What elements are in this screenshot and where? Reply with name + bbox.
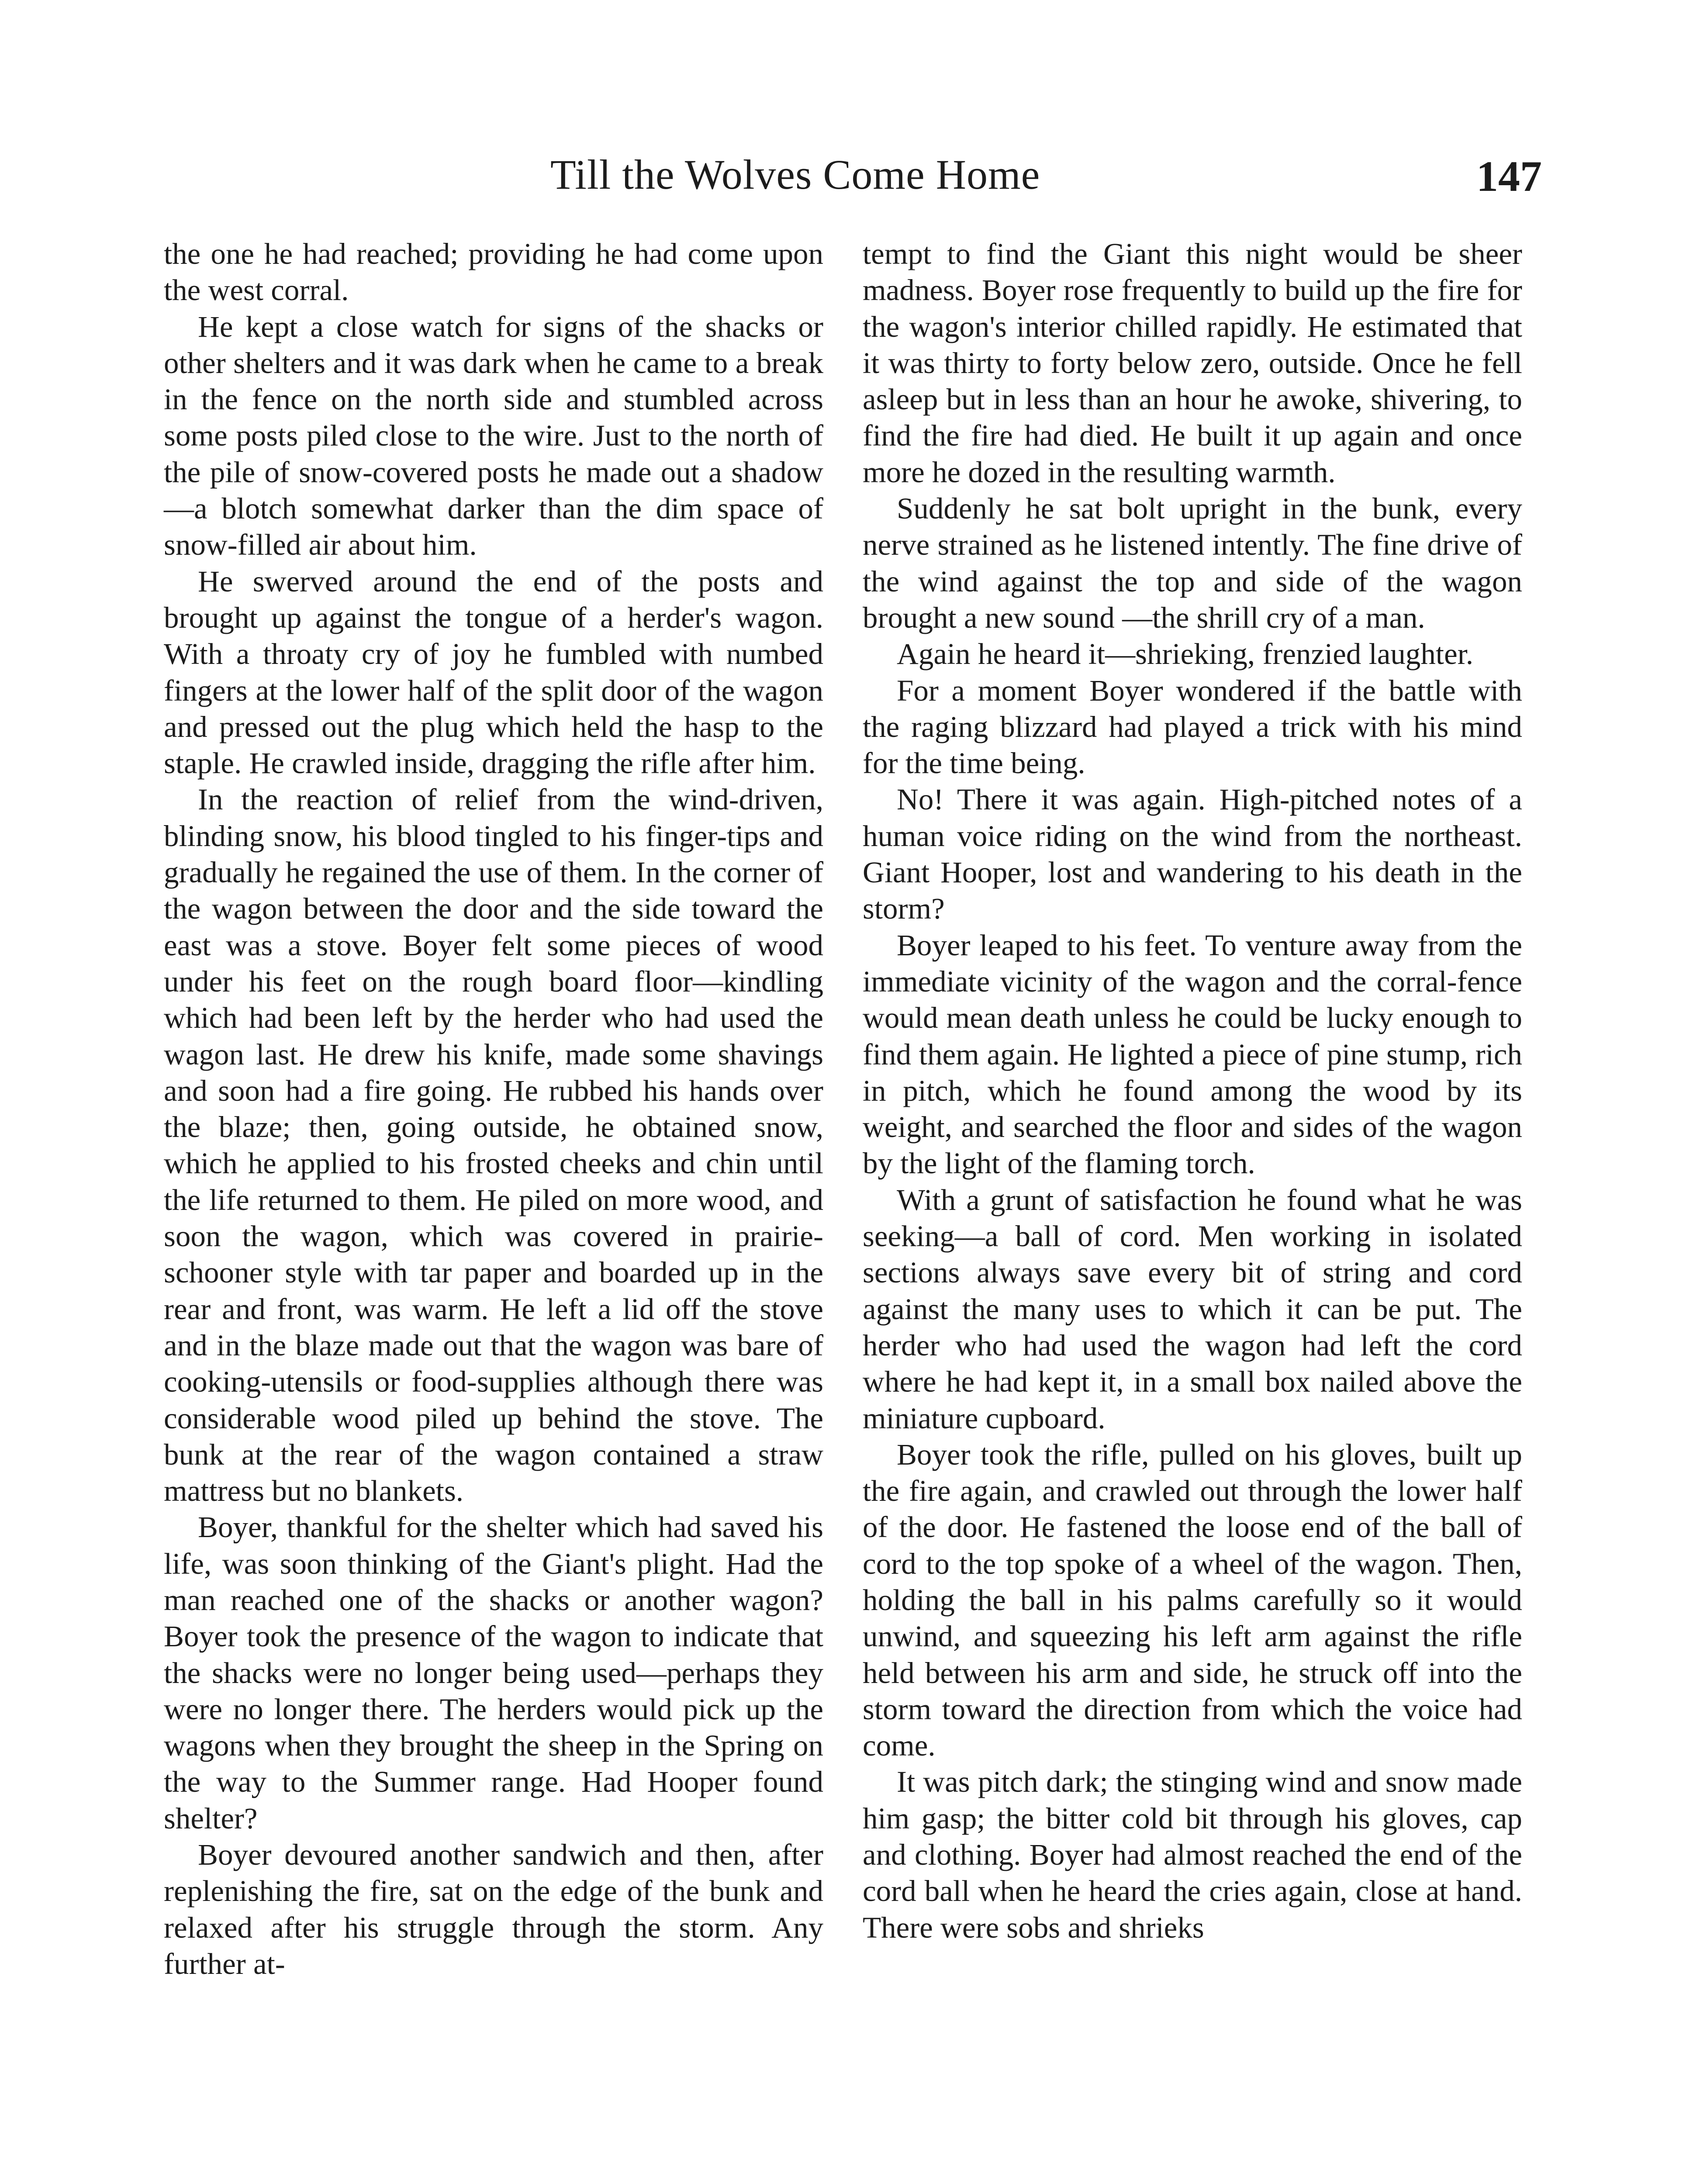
paragraph: the one he had reached; providing he had come upon the west corral.: [164, 237, 823, 307]
page-number: 147: [1476, 152, 1542, 200]
paragraph: Boyer, thankful for the shelter which had saved his life, was soon thinking of the Giant's plight. Had the man reached one of the shacks or another wagon? Boyer took the presence of the wagon to indicate that the shacks were no longer being used—perhaps they were no longer there. The herders would pick up the wagons when they brought the sheep in the Spring on the way to the Summer range. Had Hooper found shelter?: [164, 1510, 823, 1835]
paragraph: It was pitch dark; the stinging wind and snow made him gasp; the bitter cold bit through his gloves, cap and clothing. Boyer had almost reached the end of the cord ball when he heard the cries again, close at hand. There were sobs and shrieks: [863, 1765, 1522, 1944]
paragraph: He kept a close watch for signs of the shacks or other shelters and it was dark when he came to a break in the fence on the north side and stumbled across some posts piled close to the wire. Just to the north of the pile of snow-covered posts he made out a shadow—a blotch somewhat darker than the dim space of snow-filled air about him.: [164, 310, 823, 562]
paragraph: Boyer leaped to his feet. To venture away from the immediate vicinity of the wagon and the corral-fence would mean death unless he could be lucky enough to find them again. He lighted a piece of pine stump, rich in pitch, which he found among the wood by its weight, and searched the floor and sides of the wagon by the light of the flaming torch.: [863, 928, 1522, 1180]
right-column: [863, 236, 1522, 1946]
page-header: [0, 144, 1686, 210]
paragraph: With a grunt of satisfaction he found what he was seeking—a ball of cord. Men working in isolated sections always save every bit of string and cord against the many uses to which it can be put. The herder who had used the wagon had left the cord where he had kept it, in a small box nailed above the miniature cupboard.: [863, 1183, 1522, 1435]
paragraph: tempt to find the Giant this night would be sheer madness. Boyer rose frequently to build up the fire for the wagon's interior chilled rapidly. He estimated that it was thirty to forty below zero, outside. Once he fell asleep but in less than an hour he awoke, shivering, to find the fire had died. He built it up again and once more he dozed in the resulting warmth.: [863, 237, 1522, 489]
running-title: Till the Wolves Come Home: [550, 151, 1040, 198]
left-column: [164, 236, 823, 1982]
paragraph: Again he heard it—shrieking, frenzied laughter.: [897, 637, 1474, 671]
paragraph: Boyer devoured another sandwich and then, after replenishing the fire, sat on the edge of the bunk and relaxed after his struggle through the storm. Any further at-: [164, 1838, 823, 1980]
paragraph: Suddenly he sat bolt upright in the bunk, every nerve strained as he listened intently. The fine drive of the wind against the top and side of the wagon brought a new sound —the shrill cry of a man.: [863, 492, 1522, 634]
paragraph: Boyer took the rifle, pulled on his gloves, built up the fire again, and crawled out through the lower half of the door. He fastened the loose end of the ball of cord to the top spoke of a wheel of the wagon. Then, holding the ball in his palms carefully so it would unwind, and squeezing his left arm against the rifle held between his arm and side, he struck off into the storm toward the direction from which the voice had come.: [863, 1438, 1522, 1762]
paragraph: No! There it was again. High-pitched notes of a human voice riding on the wind from the northeast. Giant Hooper, lost and wandering to his death in the storm?: [863, 783, 1522, 926]
paragraph: For a moment Boyer wondered if the battle with the raging blizzard had played a trick with his mind for the time being.: [863, 674, 1522, 780]
paragraph: He swerved around the end of the posts and brought up against the tongue of a herder's wagon. With a throaty cry of joy he fumbled with numbed fingers at the lower half of the split door of the wagon and pressed out the plug which held the hasp to the staple. He crawled inside, dragging the rifle after him.: [164, 564, 823, 780]
paragraph: In the reaction of relief from the wind-driven, blinding snow, his blood tingled to his finger-tips and gradually he regained the use of them. In the corner of the wagon between the door and the side toward the east was a stove. Boyer felt some pieces of wood under his feet on the rough board floor—kindling which had been left by the herder who had used the wagon last. He drew his knife, made some shavings and soon had a fire going. He rubbed his hands over the blaze; then, going outside, he obtained snow, which he applied to his frosted cheeks and chin until the life returned to them. He piled on more wood, and soon the wagon, which was covered in prairie-schooner style with tar paper and boarded up in the rear and front, was warm. He left a lid off the stove and in the blaze made out that the wagon was bare of cooking-utensils or food-supplies although there was considerable wood piled up behind the stove. The bunk at the rear of the wagon contained a straw mattress but no blankets.: [164, 783, 823, 1508]
